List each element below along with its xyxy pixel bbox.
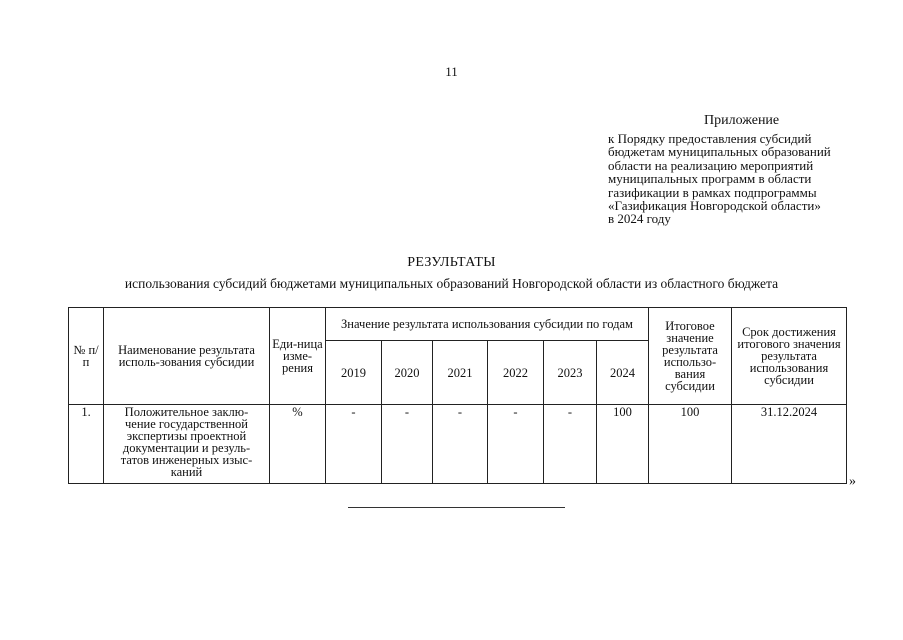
header-year: 2022 — [488, 341, 544, 405]
appendix-line: газификации в рамках подпрограммы — [608, 184, 817, 200]
bottom-rule — [348, 507, 565, 508]
row-name: Положительное заклю- чение государственной экспертизы проектной документации и резуль- татов инженерных изыс- каний — [104, 405, 270, 484]
header-year: 2024 — [597, 341, 649, 405]
header-year: 2019 — [326, 341, 382, 405]
page-number: 11 — [445, 64, 458, 79]
results-table — [68, 307, 847, 484]
header-term: Срок достижения итогового значения результата использования субсидии — [732, 308, 847, 405]
closing-quote: » — [849, 474, 856, 489]
document-subtitle: использования субсидий бюджетами муниципальных образований Новгородской области из областного бюджета — [124, 276, 779, 291]
appendix-line: в 2024 году — [608, 211, 671, 227]
header-year: 2023 — [544, 341, 597, 405]
document-title: РЕЗУЛЬТАТЫ — [407, 255, 496, 270]
appendix-title: Приложение — [704, 113, 780, 128]
header-total: Итоговое значение результата использо-вания субсидии — [649, 308, 732, 405]
row-value-2022: - — [488, 405, 544, 484]
header-year: 2021 — [433, 341, 488, 405]
header-year: 2020 — [382, 341, 433, 405]
row-unit: % — [270, 405, 326, 484]
table-row — [69, 405, 847, 484]
row-value-2023: - — [544, 405, 597, 484]
header-unit: Еди-ница изме-рения — [270, 308, 326, 405]
appendix-line: «Газификация Новгородской области» — [608, 198, 821, 214]
appendix-line: муниципальных программ в области — [608, 171, 812, 187]
appendix-line: области на реализацию мероприятий — [608, 157, 814, 173]
header-number: № п/п — [69, 308, 104, 405]
row-number: 1. — [69, 405, 104, 484]
appendix-text — [608, 132, 878, 226]
table-header-row — [69, 308, 847, 341]
row-total: 100 — [649, 405, 732, 484]
row-value-2020: - — [382, 405, 433, 484]
appendix-line: к Порядку предоставления субсидий — [608, 131, 812, 146]
row-value-2019: - — [326, 405, 382, 484]
row-value-2021: - — [433, 405, 488, 484]
header-values-group: Значение результата использования субсидии по годам — [326, 308, 649, 341]
row-value-2024: 100 — [597, 405, 649, 484]
header-name: Наименование результата исполь-зования субсидии — [104, 308, 270, 405]
row-term: 31.12.2024 — [732, 405, 847, 484]
appendix-line: бюджетам муниципальных образований — [608, 144, 831, 160]
